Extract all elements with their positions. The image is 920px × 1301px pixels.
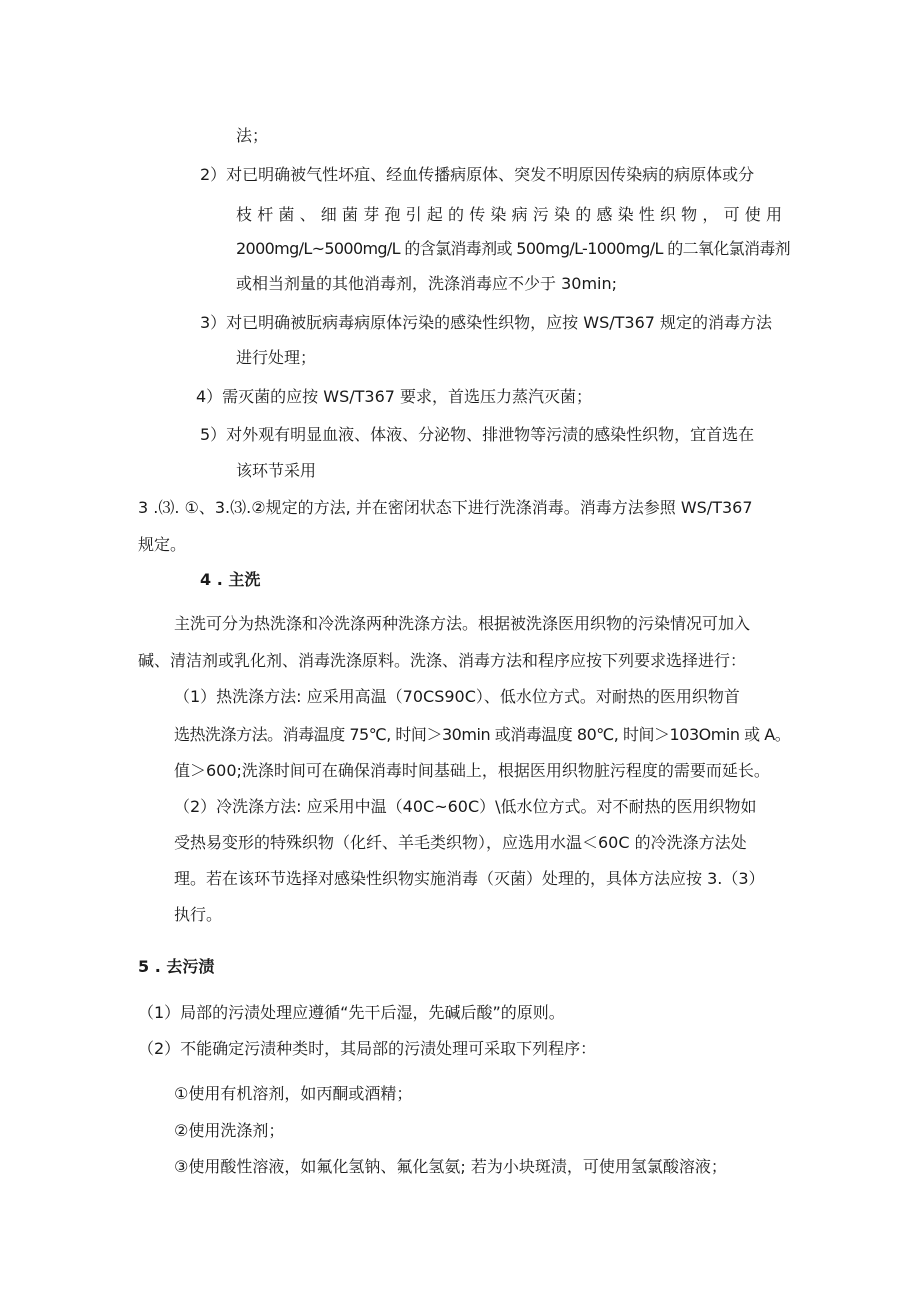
text-line-24: （1）局部的污渍处理应遵循“先干后湿，先碱后酸”的原则。 xyxy=(138,1003,565,1022)
text-line-26: ①使用有机溶剂，如丙酮或酒精； xyxy=(174,1084,413,1103)
text-line-6: 3）对已明确被朊病毒病原体污染的感染性织物，应按 WS/T367 规定的消毒方法 xyxy=(200,313,773,332)
text-line-8: 4）需灭菌的应按 WS/T367 要求，首选压力蒸汽灭菌； xyxy=(196,387,593,406)
text-line-10: 该环节采用 xyxy=(236,461,317,480)
text-line-16: （1）热洗涤方法: 应采用高温（70CS90C）、低水位方式。对耐热的医用织物首 xyxy=(174,687,740,706)
text-line-20: 受热易变形的特殊织物（化纤、羊毛类织物），应选用水温＜60C 的冷洗涤方法处 xyxy=(174,833,747,852)
text-line-14: 主洗可分为热洗涤和冷洗涤两种洗涤方法。根据被洗涤医用织物的污染情况可加入 xyxy=(174,614,751,633)
text-line-3: 枝杆菌、细菌芽孢引起的传染病污染的感染性织物，可使用 xyxy=(236,205,782,224)
text-line-21: 理。若在该环节选择对感染性织物实施消毒（灭菌）处理的，具体方法应按 3.（3） xyxy=(174,869,765,888)
text-line-5: 或相当剂量的其他消毒剂，洗涤消毒应不少于 30min; xyxy=(236,274,618,293)
text-line-1: 法； xyxy=(236,126,269,145)
text-line-11: 3 .⑶. ①、3.⑶.②规定的方法, 并在密闭状态下进行洗涤消毒。消毒方法参照 WS/T367 xyxy=(138,498,753,517)
text-line-28: ③使用酸性溶液，如氟化氢钠、氟化氢氨; 若为小块斑渍，可使用氢氯酸溶液； xyxy=(174,1157,727,1176)
text-line-17: 选热洗涤方法。消毒温度 75℃, 时间＞30min 或消毒温度 80℃, 时间＞103Omin 或 A。 xyxy=(174,725,791,744)
section-heading-main-wash: 4 . 主洗 xyxy=(200,570,261,589)
text-line-19: （2）冷洗涤方法: 应采用中温（40C~60C）\低水位方式。对不耐热的医用织物如 xyxy=(174,797,757,816)
text-line-15: 碱、清洁剂或乳化剂、消毒洗涤原料。洗涤、消毒方法和程序应按下列要求选择进行： xyxy=(138,651,747,670)
text-line-2: 2）对已明确被气性坏疽、经血传播病原体、突发不明原因传染病的病原体或分 xyxy=(200,165,755,184)
section-heading-stain-removal: 5 . 去污渍 xyxy=(138,957,215,976)
text-line-22: 执行。 xyxy=(174,905,223,924)
text-line-25: （2）不能确定污渍种类时，其局部的污渍处理可采取下列程序： xyxy=(138,1039,597,1058)
text-line-18: 值＞600;洗涤时间可在确保消毒时间基础上，根据医用织物脏污程度的需要而延长。 xyxy=(174,761,770,780)
text-line-27: ②使用洗涤剂； xyxy=(174,1121,285,1140)
text-line-4: 2000mg∕L~5000mg/L 的含氯消毒剂或 500mg∕L-1000mg∕L 的二氧化氯消毒剂 xyxy=(236,239,791,258)
text-line-9: 5）对外观有明显血液、体液、分泌物、排泄物等污渍的感染性织物，宜首选在 xyxy=(200,425,755,444)
text-line-7: 进行处理； xyxy=(236,348,317,367)
text-line-12: 规定。 xyxy=(138,535,187,554)
